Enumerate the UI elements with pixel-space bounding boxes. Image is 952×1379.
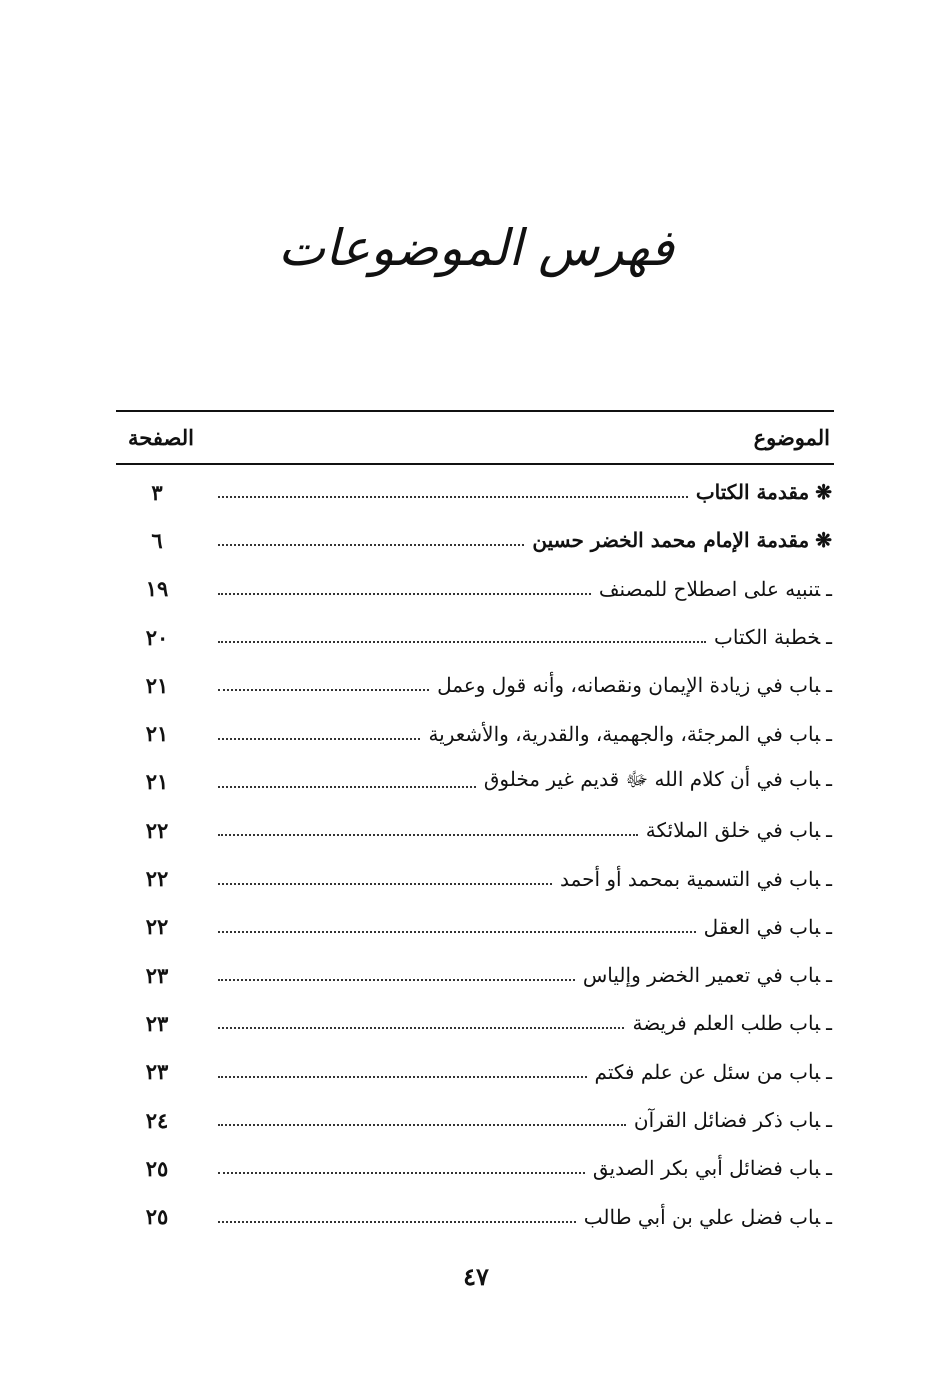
toc-entry-page: ٦ [151, 527, 163, 553]
toc-entry-marker: ـ [826, 673, 832, 698]
toc-entry-page: ٢١ [145, 769, 169, 795]
dot-leader [218, 1124, 626, 1126]
toc-entry-text: باب من سئل عن علم فكتم [594, 1059, 821, 1084]
dot-leader [218, 883, 552, 885]
toc-row [116, 661, 834, 709]
toc-entry-title [595, 1060, 834, 1084]
toc-entry-marker: ـ [826, 625, 832, 650]
toc-entry-title [696, 480, 834, 504]
toc-entry-title [584, 1205, 834, 1229]
toc-entry-text: باب في أن كلام الله ﷻ قديم غير مخلوق [483, 767, 821, 792]
toc-entry-marker: ـ [826, 767, 832, 792]
toc-entry-title [632, 1011, 834, 1035]
toc-entry-title [532, 528, 834, 552]
toc-entry-title [583, 963, 834, 987]
toc-entry-text: مقدمة الإمام محمد الخضر حسين [532, 528, 810, 553]
dot-leader [218, 931, 696, 933]
toc-row [116, 468, 834, 516]
toc-entry-text: خطبة الكتاب [714, 625, 821, 650]
table-header-row [116, 412, 834, 463]
dot-leader [218, 1172, 585, 1174]
toc-entry-title [593, 1156, 834, 1180]
toc-row [116, 1048, 834, 1096]
toc-entry-title [484, 767, 834, 796]
toc-entry-text: باب في التسمية بمحمد أو أحمد [560, 866, 821, 891]
toc-entry-marker: ـ [826, 914, 832, 939]
toc-entry-marker: ـ [826, 963, 832, 988]
toc-table [116, 410, 834, 1241]
toc-entry-text: باب في خلق الملائكة [645, 818, 821, 843]
dot-leader [218, 786, 476, 788]
toc-entry-text: مقدمة الكتاب [695, 480, 810, 505]
toc-entry-page: ٢٠ [145, 624, 169, 650]
toc-entry-text: باب في زيادة الإيمان ونقصانه، وأنه قول وعمل [437, 673, 821, 698]
toc-entry-marker: ـ [826, 1108, 832, 1132]
toc-entry-text: باب في العقل [703, 914, 821, 939]
toc-row [116, 758, 834, 806]
toc-entry-title [428, 722, 834, 746]
toc-entry-marker: ـ [826, 1156, 832, 1181]
toc-entry-marker: ـ [826, 818, 832, 843]
dot-leader [218, 1076, 587, 1078]
dot-leader [218, 496, 688, 498]
dot-leader [218, 641, 706, 643]
toc-entry-page: ٢٤ [145, 1107, 169, 1133]
toc-entry-marker: ـ [826, 866, 832, 891]
dot-leader [218, 544, 524, 546]
toc-row [116, 1192, 834, 1240]
dot-leader [218, 593, 591, 595]
header-page: الصفحة [128, 425, 194, 450]
toc-entry-marker: ـ [826, 721, 832, 746]
table-header-rule [116, 463, 834, 465]
page-number: ٤٧ [463, 1262, 489, 1291]
toc-row [116, 903, 834, 951]
toc-entry-page: ٢٥ [145, 1155, 169, 1181]
toc-entry-title [704, 915, 834, 939]
toc-entry-title [646, 818, 834, 842]
header-topic: الموضوع [753, 425, 830, 450]
dot-leader [218, 979, 575, 981]
toc-entry-text: باب في تعمير الخضر وإلياس [582, 963, 821, 988]
toc-row [116, 565, 834, 613]
toc-entry-title [437, 673, 834, 697]
toc-entry-marker: ـ [826, 1059, 832, 1084]
dot-leader [218, 1221, 576, 1223]
toc-row [116, 1144, 834, 1192]
page-title: فهرس الموضوعات [278, 219, 674, 277]
toc-row [116, 999, 834, 1047]
toc-entry-page: ٣ [151, 479, 163, 505]
toc-row [116, 1096, 834, 1144]
toc-row [116, 613, 834, 661]
toc-row [116, 854, 834, 902]
toc-entries [116, 468, 834, 1241]
toc-entry-text: باب في المرجئة، والجهمية، والقدرية، والأشعرية [428, 721, 821, 746]
toc-entry-page: ٢٣ [145, 1059, 169, 1085]
toc-entry-text: باب فضل علي بن أبي طالب [583, 1204, 821, 1229]
toc-entry-text: تنبيه على اصطلاح للمصنف [598, 576, 821, 601]
toc-entry-text: باب ذكر فضائل القرآن [633, 1108, 821, 1132]
dot-leader [218, 1027, 624, 1029]
toc-entry-title [599, 577, 834, 601]
toc-entry-page: ٢٢ [145, 914, 169, 940]
toc-row [116, 709, 834, 757]
toc-entry-page: ٢٣ [145, 1010, 169, 1036]
toc-entry-page: ٢٢ [145, 817, 169, 843]
toc-entry-marker: ـ [826, 576, 832, 601]
toc-entry-page: ٢٣ [145, 962, 169, 988]
toc-entry-marker: ـ [826, 1204, 832, 1229]
toc-entry-text: باب فضائل أبي بكر الصديق [592, 1156, 821, 1181]
toc-entry-title [634, 1108, 834, 1132]
toc-entry-page: ٢١ [145, 672, 169, 698]
toc-row [116, 516, 834, 564]
dot-leader [218, 834, 638, 836]
toc-row [116, 951, 834, 999]
toc-entry-marker: ❋ [815, 528, 832, 553]
toc-entry-page: ٢١ [145, 721, 169, 747]
toc-entry-marker: ❋ [815, 480, 832, 505]
toc-row [116, 806, 834, 854]
toc-entry-page: ٢٢ [145, 866, 169, 892]
toc-entry-page: ١٩ [145, 576, 169, 602]
toc-entry-marker: ـ [826, 1011, 832, 1036]
toc-entry-title [560, 867, 834, 891]
toc-entry-page: ٢٥ [145, 1204, 169, 1230]
dot-leader [218, 738, 420, 740]
toc-entry-text: باب طلب العلم فريضة [632, 1011, 821, 1036]
dot-leader [218, 689, 429, 691]
toc-entry-title [714, 625, 834, 649]
